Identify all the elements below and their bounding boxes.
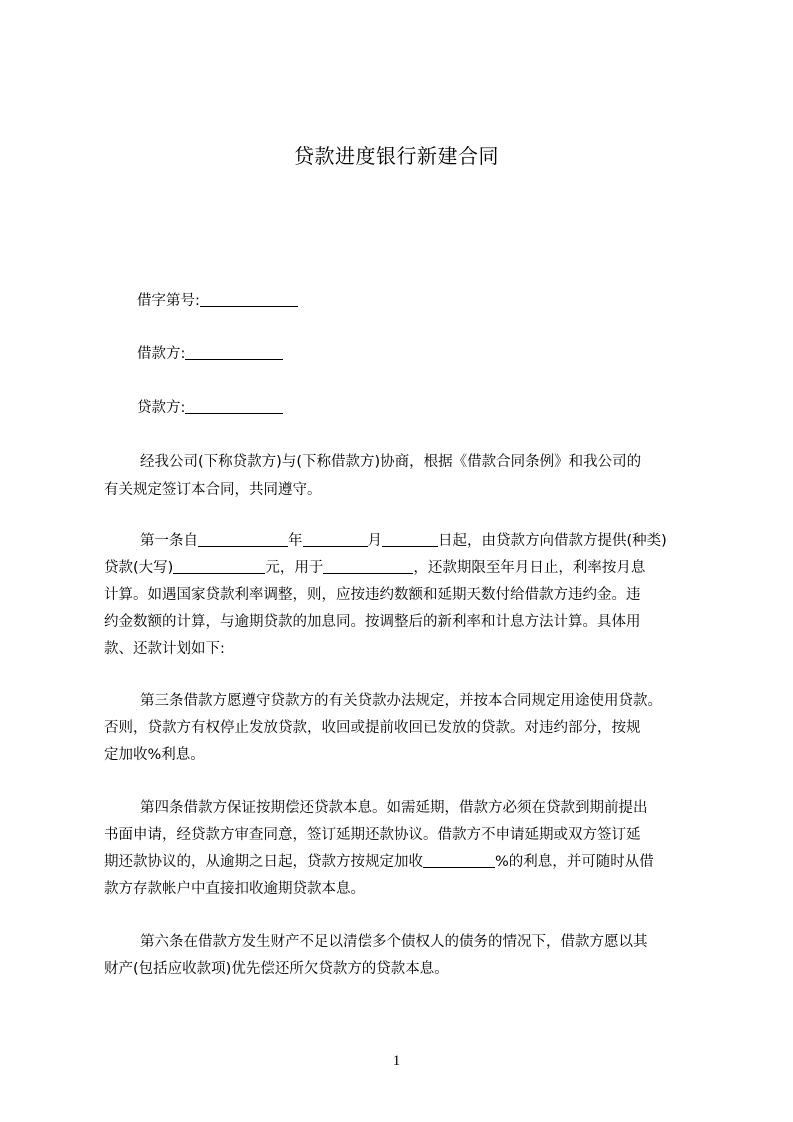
article-1-text: 日起，由贷款方向借款方提供(种类) [438,533,667,549]
loan-number-label: 借字第号: [137,293,200,309]
article-1-text: 第一条自 [140,533,198,549]
borrower-label: 借款方: [137,346,186,362]
article-1-line: 款、还款计划如下: [104,641,225,657]
loan-number-field [137,287,737,315]
article-1-line [140,527,740,555]
lender-field [137,394,737,422]
purpose-blank [323,556,413,574]
article-4-line: 款方存款帐户中直接扣收逾期贷款本息。 [104,881,365,897]
article-4-line [104,848,704,876]
article-6-line: 第六条在借款方发生财产不足以清偿多个债权人的债务的情况下，借款方愿以其 [140,934,648,950]
article-1-line: 计算。如遇国家贷款利率调整，则，应按违约数额和延期天数付给借款方违约金。违 [104,587,641,603]
lender-blank [185,396,283,414]
borrower-field [137,340,737,368]
penalty-rate-blank [423,850,495,868]
article-6-line: 财产(包括应收款项)优先偿还所欠贷款方的贷款本息。 [104,961,449,977]
article-1-line: 约金数额的计算，与逾期贷款的加息同。按调整后的新利率和计息方法计算。具体用 [104,614,641,630]
lender-label: 贷款方: [137,400,186,416]
article-3-line: 否则，贷款方有权停止发放贷款，收回或提前收回已发放的贷款。对违约部分，按规 [104,720,641,736]
article-1-line [104,554,704,582]
article-3-line: 第三条借款方愿遵守贷款方的有关贷款办法规定，并按本合同规定用途使用贷款。 [140,693,662,709]
article-1-text: 年 [288,533,303,549]
intro-line: 有关规定签订本合同，共同遵守。 [104,482,322,498]
loan-number-blank [200,289,298,307]
start-day-blank [382,529,438,547]
intro-line: 经我公司(下称贷款方)与(下称借款方)协商，根据《借款合同条例》和我公司的 [140,454,642,470]
start-month-blank [303,529,368,547]
article-1-text: ，还款期限至年月日止，利率按月息 [413,560,646,576]
article-3-line: 定加收%利息。 [104,747,205,763]
article-1-text: 贷款(大写) [104,560,174,576]
article-1-text: 月 [367,533,382,549]
page-number: 1 [392,1053,401,1069]
amount-blank [173,556,265,574]
article-4-text: 期还款协议的，从逾期之日起，贷款方按规定加收 [104,854,423,870]
start-year-blank [198,529,288,547]
borrower-blank [185,342,283,360]
article-1-text: 元，用于 [265,560,324,576]
document-title: 贷款进度银行新建合同 [294,144,499,168]
article-4-text: %的利息，并可随时从借 [495,854,654,870]
article-4-line: 书面申请，经贷款方审查同意，签订延期还款协议。借款方不申请延期或双方签订延 [104,827,641,843]
article-4-line: 第四条借款方保证按期偿还贷款本息。如需延期，借款方必须在贷款到期前提出 [140,800,648,816]
